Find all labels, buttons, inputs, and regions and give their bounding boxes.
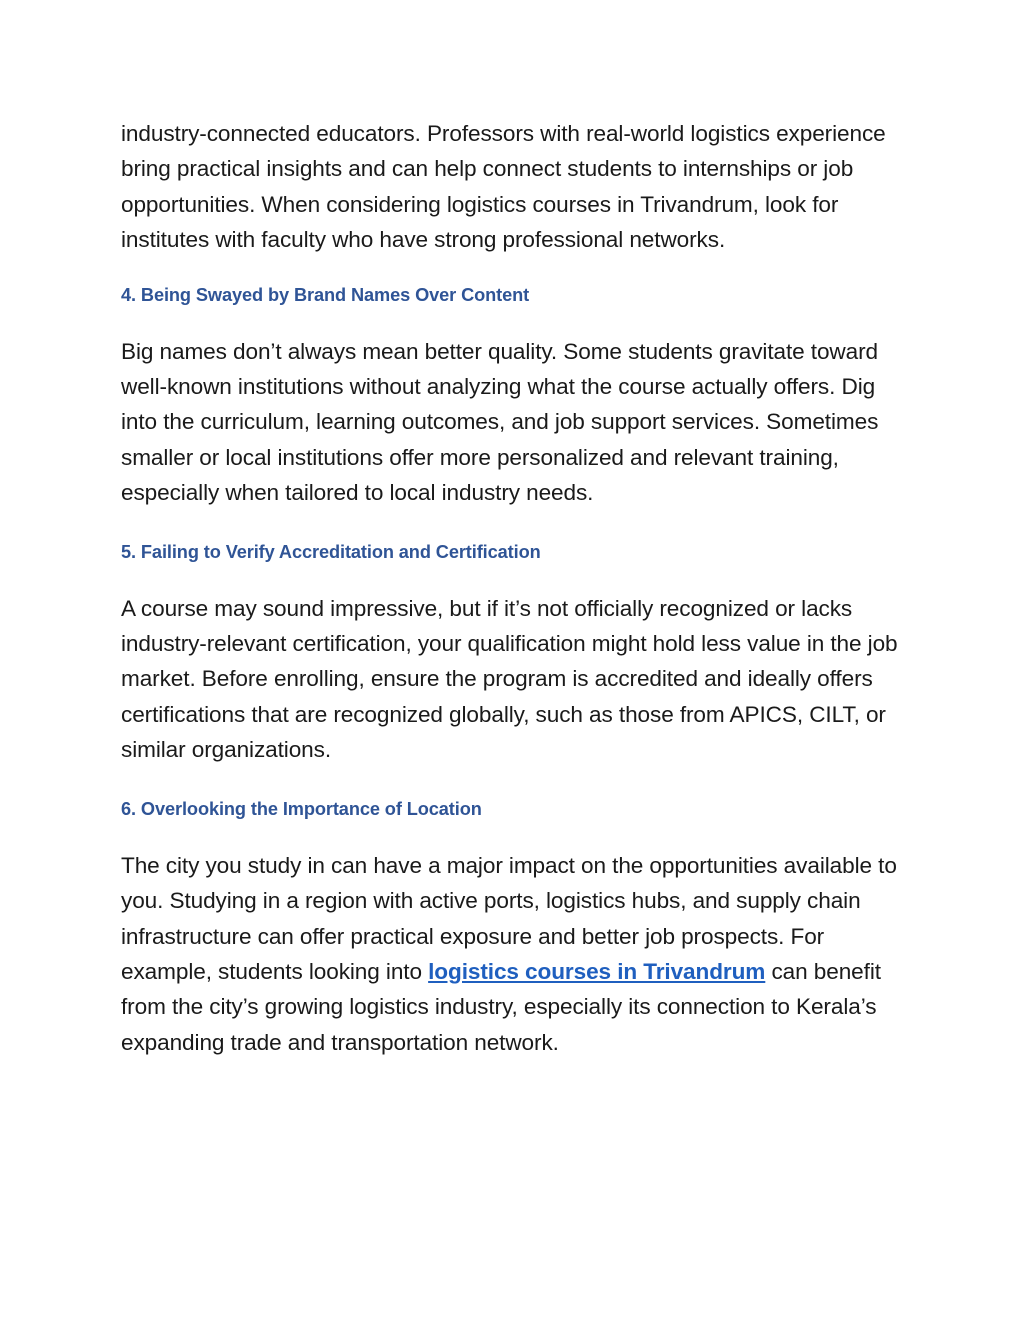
logistics-courses-link[interactable]: logistics courses in Trivandrum: [428, 958, 766, 984]
document-page: [121, 116, 911, 1060]
section-6-body-before-link: The city you study in can have a major impact on the opportunities available to you. Studying in a region with active ports, logistics hubs, and supply chain infrastructure can offer practical exposure and better job prospects. For example, students looking into: [121, 852, 897, 984]
section-4-body: Big names don’t always mean better quality. Some students gravitate toward well-known institutions without analyzing what the course actually offers. Dig into the curriculum, learning outcomes, and job support services. Sometimes smaller or local institutions offer more personalized and relevant training, especially when tailored to local industry needs.: [121, 338, 879, 506]
section-6-body: [121, 848, 911, 1060]
intro-paragraph: industry-connected educators. Professors with real-world logistics experience bring practical insights and can help connect students to internships or job opportunities. When considering logistics courses in Trivandrum, look for institutes with faculty who have strong professional networks.: [121, 121, 886, 253]
section-6-heading: 6. Overlooking the Importance of Location: [121, 798, 482, 819]
section-4-heading: 4. Being Swayed by Brand Names Over Content: [121, 284, 530, 305]
section-6-body-after-link: can benefit from the city’s growing logistics industry, especially its connection to Kerala’s expanding trade and transportation network.: [121, 958, 881, 1055]
section-5-body: A course may sound impressive, but if it’s not officially recognized or lacks industry-relevant certification, your qualification might hold less value in the job market. Before enrolling, ensure the program is accredited and ideally offers certifications that are recognized globally, such as those from APICS, CILT, or similar organizations.: [121, 595, 898, 763]
section-5-heading: 5. Failing to Verify Accreditation and Certification: [121, 541, 541, 562]
